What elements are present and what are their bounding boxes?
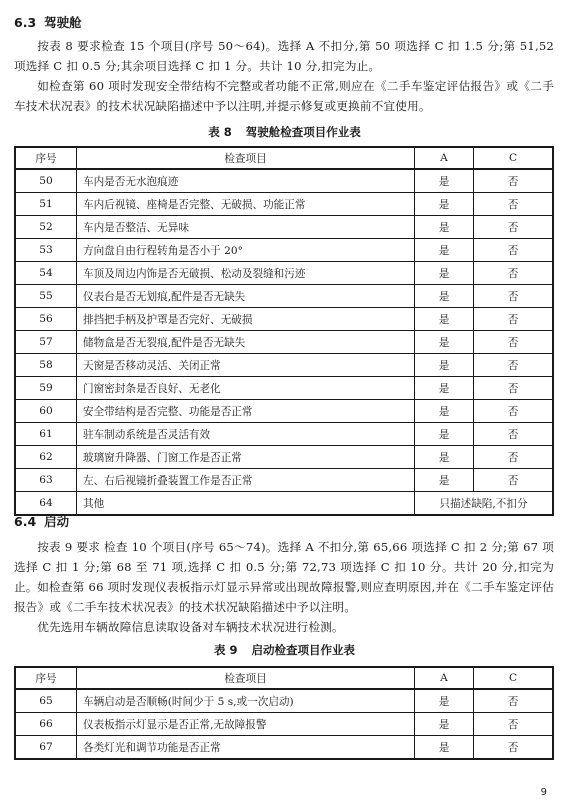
cell-merged-note: 只描述缺陷,不扣分 [415,492,554,516]
cell-no: 58 [15,354,77,377]
header-a: A [415,147,474,169]
table-header-row [15,147,553,169]
cell-no: 54 [15,262,77,285]
cell-c: 否 [474,689,554,713]
header-c: C [474,147,554,169]
section-number: 6.3 [14,15,37,30]
cell-c: 否 [474,736,554,760]
table-row [15,423,553,446]
cell-no: 67 [15,736,77,760]
cell-no: 57 [15,331,77,354]
table-row [15,713,553,736]
table-row [15,262,553,285]
cell-no: 59 [15,377,77,400]
cell-a: 是 [415,736,474,760]
cell-a: 是 [415,423,474,446]
cell-item: 仪表台是否无划痕,配件是否无缺失 [77,285,415,308]
cell-a: 是 [415,285,474,308]
cell-no: 60 [15,400,77,423]
cell-a: 是 [415,713,474,736]
table-row [15,285,553,308]
cell-no: 64 [15,492,77,516]
cell-a: 是 [415,400,474,423]
section-6-4-paragraph-1: 按表 9 要求 检查 10 个项目(序号 65～74)。选择 A 不扣分,第 65,66 项选择 C 扣 2 分;第 67 项选择 C 扣 1 分;第 68 至 71 项,选择 C 扣 0.5 分;第 72,73 项选择 C 扣 10 分。共计 20 分,扣完为止。 [14,540,554,594]
cell-c: 否 [474,216,554,239]
cell-a: 是 [415,354,474,377]
cell-a: 是 [415,469,474,492]
cell-c: 否 [474,423,554,446]
cell-c: 否 [474,377,554,400]
cell-no: 63 [15,469,77,492]
table-row [15,400,553,423]
cell-a: 是 [415,689,474,713]
table-row [15,193,553,216]
cell-no: 62 [15,446,77,469]
section-6-4-paragraph-3: 优先选用车辆故障信息读取设备对车辆技术状况进行检测。 [37,620,344,634]
cell-no: 56 [15,308,77,331]
header-no: 序号 [15,147,77,169]
cell-a: 是 [415,262,474,285]
table-9-caption [0,642,569,658]
section-title: 驾驶舱 [44,15,82,30]
table-8-body [15,169,553,515]
section-number: 6.4 [14,514,37,529]
cell-item: 玻璃窗升降器、门窗工作是否正常 [77,446,415,469]
table-row [15,492,553,516]
header-a: A [415,667,474,689]
cell-no: 65 [15,689,77,713]
cell-item: 车顶及周边内饰是否无破损、松动及裂缝和污迹 [77,262,415,285]
table-9-caption-title: 启动检查项目作业表 [251,643,355,657]
cell-c: 否 [474,169,554,193]
cell-a: 是 [415,308,474,331]
section-6-3-paragraph-2: 如检查第 60 项时发现安全带结构不完整或者功能不正常,则应在《二手车鉴定评估报告》或《二手车技术状况表》的技术状况缺陷描述中予以注明,并提示修复或更换前不宜使用。 [14,79,554,113]
section-title: 启动 [44,514,70,529]
cell-item: 驻车制动系统是否灵活有效 [77,423,415,446]
cell-item: 仪表板指示灯显示是否正常,无故障报警 [77,713,415,736]
cell-no: 61 [15,423,77,446]
cell-c: 否 [474,308,554,331]
cell-no: 50 [15,169,77,193]
header-item: 检查项目 [77,667,415,689]
table-row [15,736,553,760]
cell-item: 门窗密封条是否良好、无老化 [77,377,415,400]
table-row [15,331,553,354]
cell-item: 排挡把手柄及护罩是否完好、无破损 [77,308,415,331]
cell-a: 是 [415,239,474,262]
table-row [15,239,553,262]
cell-c: 否 [474,285,554,308]
section-6-4-heading [14,512,69,530]
table-9-body [15,689,553,759]
table-row [15,308,553,331]
cell-item: 安全带结构是否完整、功能是否正常 [77,400,415,423]
table-8-caption-title: 驾驶舱检查项目作业表 [245,125,361,139]
cell-c: 否 [474,469,554,492]
cell-a: 是 [415,377,474,400]
table-row [15,689,553,713]
section-6-3-paragraph-1: 按表 8 要求检查 15 个项目(序号 50～64)。选择 A 不扣分,第 50 项选择 C 扣 1.5 分;第 51,52 项选择 C 扣 0.5 分;其余项目选择 C 扣 1 分。共计 10 分,扣完为止。 [14,39,554,73]
header-c: C [474,667,554,689]
table-row [15,169,553,193]
cell-item: 左、右后视镜折叠装置工作是否正常 [77,469,415,492]
cell-item: 车内后视镜、座椅是否完整、无破损、功能正常 [77,193,415,216]
cell-item: 方向盘自由行程转角是否小于 20° [77,239,415,262]
cell-a: 是 [415,193,474,216]
cell-c: 否 [474,713,554,736]
table-9-caption-number: 表 9 [213,643,238,657]
cell-no: 53 [15,239,77,262]
cell-no: 66 [15,713,77,736]
cell-item: 储物盒是否无裂痕,配件是否无缺失 [77,331,415,354]
cell-item: 天窗是否移动灵活、关闭正常 [77,354,415,377]
table-row [15,446,553,469]
cell-a: 是 [415,331,474,354]
table-8 [14,146,554,516]
cell-c: 否 [474,193,554,216]
cell-c: 否 [474,262,554,285]
table-row [15,377,553,400]
cell-a: 是 [415,216,474,239]
cell-c: 否 [474,239,554,262]
cell-no: 51 [15,193,77,216]
section-6-3-heading [14,13,82,31]
cell-item: 车内是否无水泡痕迹 [77,169,415,193]
cell-a: 是 [415,446,474,469]
section-6-4-paragraph-2: 如检查第 66 项时发现仪表板指示灯显示异常或出现故障报警,则应查明原因,并在《二手车鉴定评估报告》或《二手车技术状况表》的技术状况缺陷描述中予以注明。 [14,580,554,614]
table-row [15,354,553,377]
cell-item: 车内是否整洁、无异味 [77,216,415,239]
cell-c: 否 [474,331,554,354]
table-row [15,216,553,239]
cell-no: 55 [15,285,77,308]
cell-c: 否 [474,400,554,423]
page-number: 9 [540,787,547,798]
cell-item: 各类灯光和调节功能是否正常 [77,736,415,760]
table-row [15,469,553,492]
table-8-caption-number: 表 8 [208,125,232,139]
table-header-row [15,667,553,689]
cell-item: 其他 [77,492,415,516]
cell-no: 52 [15,216,77,239]
cell-item: 车辆启动是否顺畅(时间少于 5 s,或一次启动) [77,689,415,713]
cell-a: 是 [415,169,474,193]
cell-c: 否 [474,446,554,469]
table-8-caption [0,124,569,140]
table-9 [14,666,554,760]
header-item: 检查项目 [77,147,415,169]
cell-c: 否 [474,354,554,377]
header-no: 序号 [15,667,77,689]
